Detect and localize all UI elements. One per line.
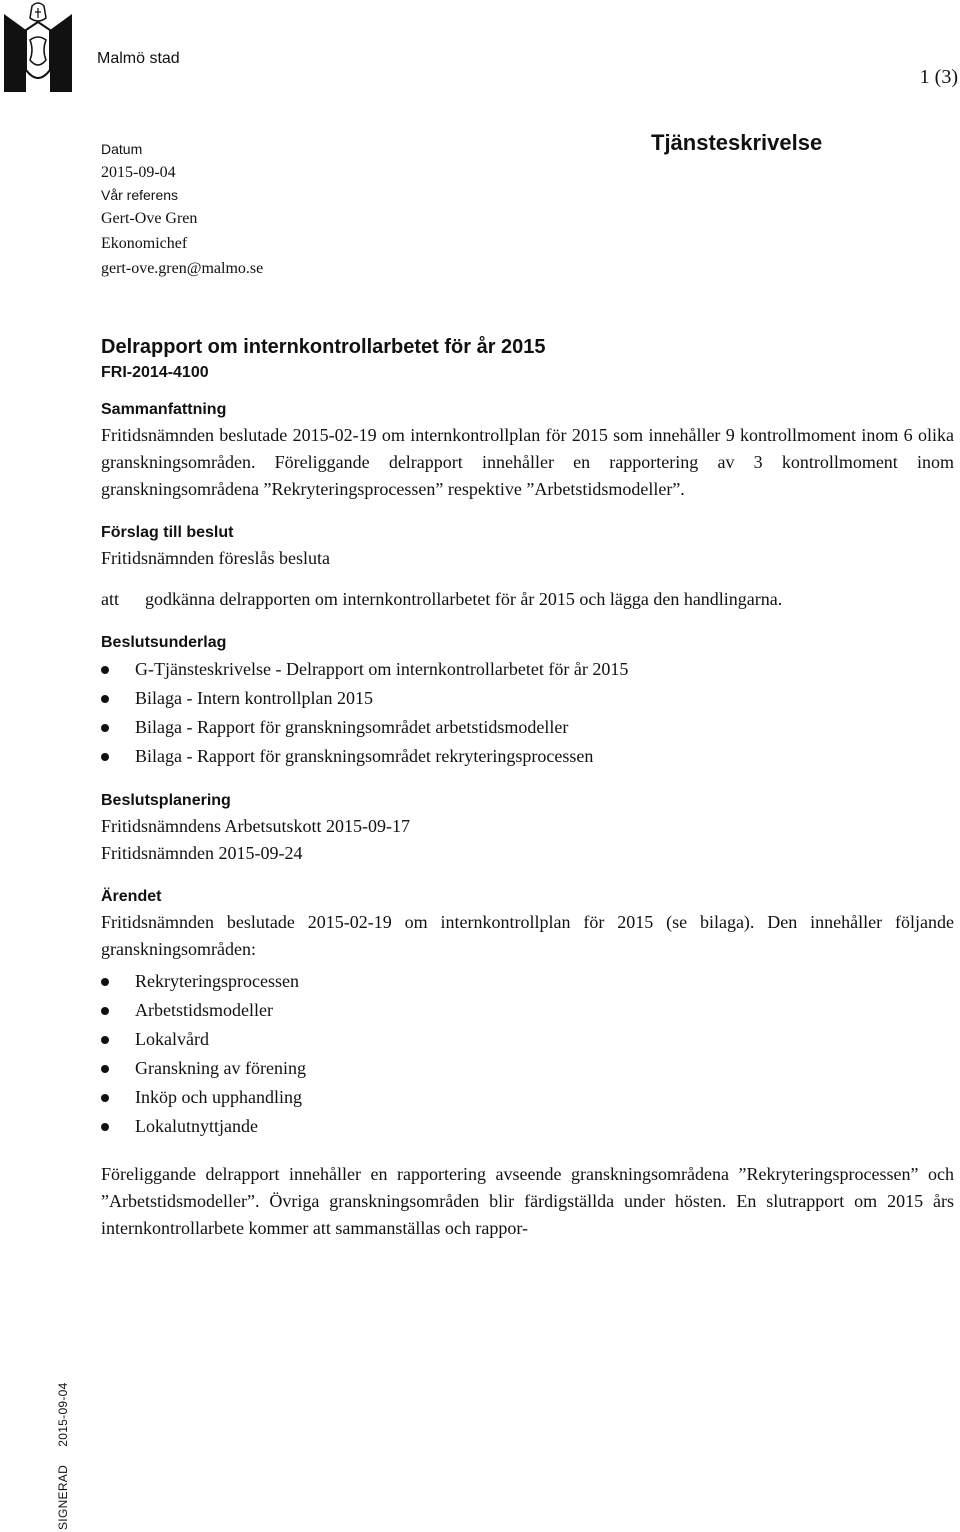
document-type: Tjänsteskrivelse bbox=[651, 130, 823, 155]
list-item: Bilaga - Intern kontrollplan 2015 bbox=[101, 684, 954, 713]
proposal-section bbox=[101, 521, 954, 613]
list-item: Inköp och upphandling bbox=[101, 1083, 954, 1112]
reference-label: Vår referens bbox=[101, 187, 179, 203]
date-label: Datum bbox=[101, 141, 143, 157]
document-body bbox=[101, 334, 954, 1260]
reference-title: Ekonomichef bbox=[101, 235, 188, 252]
signed-label: SIGNERAD bbox=[56, 1464, 70, 1530]
reference-name: Gert-Ove Gren bbox=[101, 210, 198, 227]
list-item: Lokalutnyttjande bbox=[101, 1112, 954, 1141]
page-number: 1 (3) bbox=[919, 66, 958, 88]
list-item: Rekryteringsprocessen bbox=[101, 967, 954, 996]
summary-heading: Sammanfattning bbox=[101, 401, 227, 418]
organization-name: Malmö stad bbox=[97, 50, 180, 67]
signed-date: 2015-09-04 bbox=[56, 1382, 70, 1447]
basis-list bbox=[101, 655, 954, 771]
proposal-intro: Fritidsnämnden föreslås besluta bbox=[101, 548, 330, 568]
planning-line: Fritidsnämnden 2015-09-24 bbox=[101, 843, 303, 863]
reference-email: gert-ove.gren@malmo.se bbox=[101, 260, 264, 277]
case-number: FRI-2014-4100 bbox=[101, 364, 209, 381]
basis-section bbox=[101, 631, 954, 771]
planning-heading: Beslutsplanering bbox=[101, 792, 231, 809]
matter-intro: Fritidsnämnden beslutade 2015-02-19 om internkontrollplan för 2015 (se bilaga). Den innehåller följande granskningsområden: bbox=[101, 912, 954, 959]
malmo-coat-of-arms-icon bbox=[2, 0, 74, 94]
planning-line: Fritidsnämndens Arbetsutskott 2015-09-17 bbox=[101, 816, 410, 836]
summary-text: Fritidsnämnden beslutade 2015-02-19 om internkontrollplan för 2015 som innehåller 9 kontrollmoment inom 6 olika granskningsområden. Föreliggande delrapport innehåller en rapportering av 3 kontrollmoment inom granskningsområdena ”Rekryteringsprocessen” respektive ”Arbetstidsmodeller”. bbox=[101, 425, 954, 499]
basis-heading: Beslutsunderlag bbox=[101, 634, 227, 651]
proposal-heading: Förslag till beslut bbox=[101, 524, 234, 541]
att-text: godkänna delrapporten om internkontrollarbetet för år 2015 och lägga den handlingarna. bbox=[145, 589, 783, 609]
att-label: att bbox=[101, 589, 119, 609]
document-meta bbox=[101, 139, 263, 281]
matter-section bbox=[101, 885, 954, 1242]
matter-list bbox=[101, 967, 954, 1141]
list-item: G-Tjänsteskrivelse - Delrapport om internkontrollarbetet för år 2015 bbox=[101, 655, 954, 684]
document-title: Delrapport om internkontrollarbetet för år 2015 bbox=[101, 336, 546, 358]
signed-stamp bbox=[56, 1382, 70, 1530]
proposal-att-row bbox=[101, 586, 954, 613]
list-item: Granskning av förening bbox=[101, 1054, 954, 1083]
date-value: 2015-09-04 bbox=[101, 164, 176, 181]
list-item: Bilaga - Rapport för granskningsområdet rekryteringsprocessen bbox=[101, 742, 954, 771]
list-item: Arbetstidsmodeller bbox=[101, 996, 954, 1025]
matter-heading: Ärendet bbox=[101, 888, 162, 905]
matter-closing: Föreliggande delrapport innehåller en rapportering avseende granskningsområdena ”Rekryteringsprocessen” och ”Arbetstidsmodeller”. Övriga granskningsområden blir färdigställda under hösten. En slutrapport om 2015 års internkontrollarbete kommer att sammanställas och rappor- bbox=[101, 1164, 954, 1238]
summary-section bbox=[101, 398, 954, 503]
list-item: Bilaga - Rapport för granskningsområdet arbetstidsmodeller bbox=[101, 713, 954, 742]
planning-section bbox=[101, 789, 954, 867]
list-item: Lokalvård bbox=[101, 1025, 954, 1054]
